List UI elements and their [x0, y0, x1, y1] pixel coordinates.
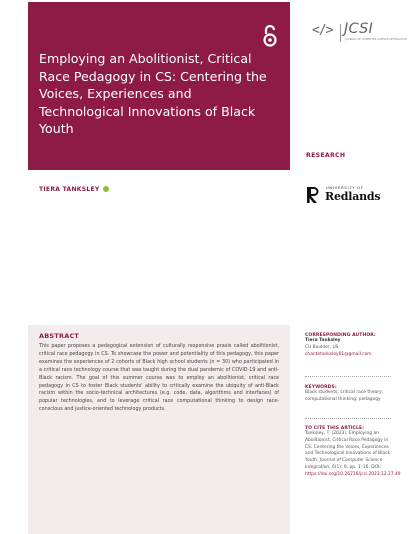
section-label: RESEARCH [306, 152, 346, 159]
divider [305, 418, 391, 419]
keywords-heading: KEYWORDS: [305, 385, 337, 390]
redlands-mark-icon [306, 186, 322, 204]
keywords-text: Black students; critical race theory; computational thinking; pedagogy [305, 390, 384, 402]
citation-heading: TO CITE THIS ARTICLE: [305, 426, 365, 431]
code-bracket-icon: </> [312, 23, 333, 38]
corresponding-affiliation: CU Boulder, US [305, 344, 339, 350]
open-access-icon [262, 24, 278, 48]
university-logo-name: Redlands [325, 190, 381, 203]
corresponding-name: Tiera Tanksley [305, 338, 341, 343]
citation-block [305, 426, 401, 479]
citation-journal: Journal of Computer Science Integration, [305, 458, 383, 470]
divider [305, 376, 391, 377]
corresponding-email[interactable]: chantetanksley01@gmail.com [305, 351, 372, 357]
journal-logo [312, 21, 407, 44]
citation-doi-link[interactable]: https://doi.org/10.26716/jcsi.2023.12.27.49 [305, 471, 401, 477]
abstract-box [28, 325, 290, 534]
corresponding-heading: CORRESPONDING AUTHOR: [305, 333, 376, 338]
logo-divider [340, 24, 341, 42]
university-logo [306, 186, 384, 208]
article-title: Employing an Abolitionist, Critical Race Pedagogy in CS: Centering the Voices, Experiences and Technological Innovations of Black Youth [39, 51, 267, 137]
abstract-heading: ABSTRACT [39, 332, 80, 340]
orcid-icon[interactable] [103, 186, 109, 192]
corresponding-author [305, 333, 391, 358]
citation-reference: Tanksley, T. (2023). Employing an Abolitionist, Critical Race Pedagogy in CS: Centering the Voices, Experiences and Technological Innovations of Black Youth. [305, 431, 391, 464]
citation-details: 6(1): 9, pp. 1–16. DOI: [332, 464, 381, 470]
abstract-body: This paper proposes a pedagogical extension of culturally responsive praxis called abolitionist, critical race pedagogy in CS. To showcase the power and potentiality of this pedagogy, this paper examines the experiences of 2 cohorts of Black high school students (n = 30) who participated in a critical race technology course that was taught during the dual pandemic of COVID-19 and anti-Black racism. The goal of this summer course was to employ an abolitionist, critical race pedagogy in CS to foster Black students' ability to critically examine the ubiquity of anti-Black racism within the socio-technical architectures (e.g. code, data, algorithms and interfaces) of popular technologies, and to leverage critical race computational thinking to design race-conscious and justice-oriented technology products. [39, 343, 279, 413]
citation-text [305, 431, 401, 479]
journal-logo-text: JCSI [344, 21, 373, 37]
author-name: TIERA TANKSLEY [39, 186, 100, 193]
journal-logo-subtitle: JOURNAL OF COMPUTER SCIENCE INTEGRATION [345, 38, 407, 41]
keywords-block [305, 385, 391, 404]
university-logo-top: UNIVERSITY OF [326, 186, 364, 190]
author-line [39, 186, 109, 193]
title-banner [28, 2, 290, 170]
